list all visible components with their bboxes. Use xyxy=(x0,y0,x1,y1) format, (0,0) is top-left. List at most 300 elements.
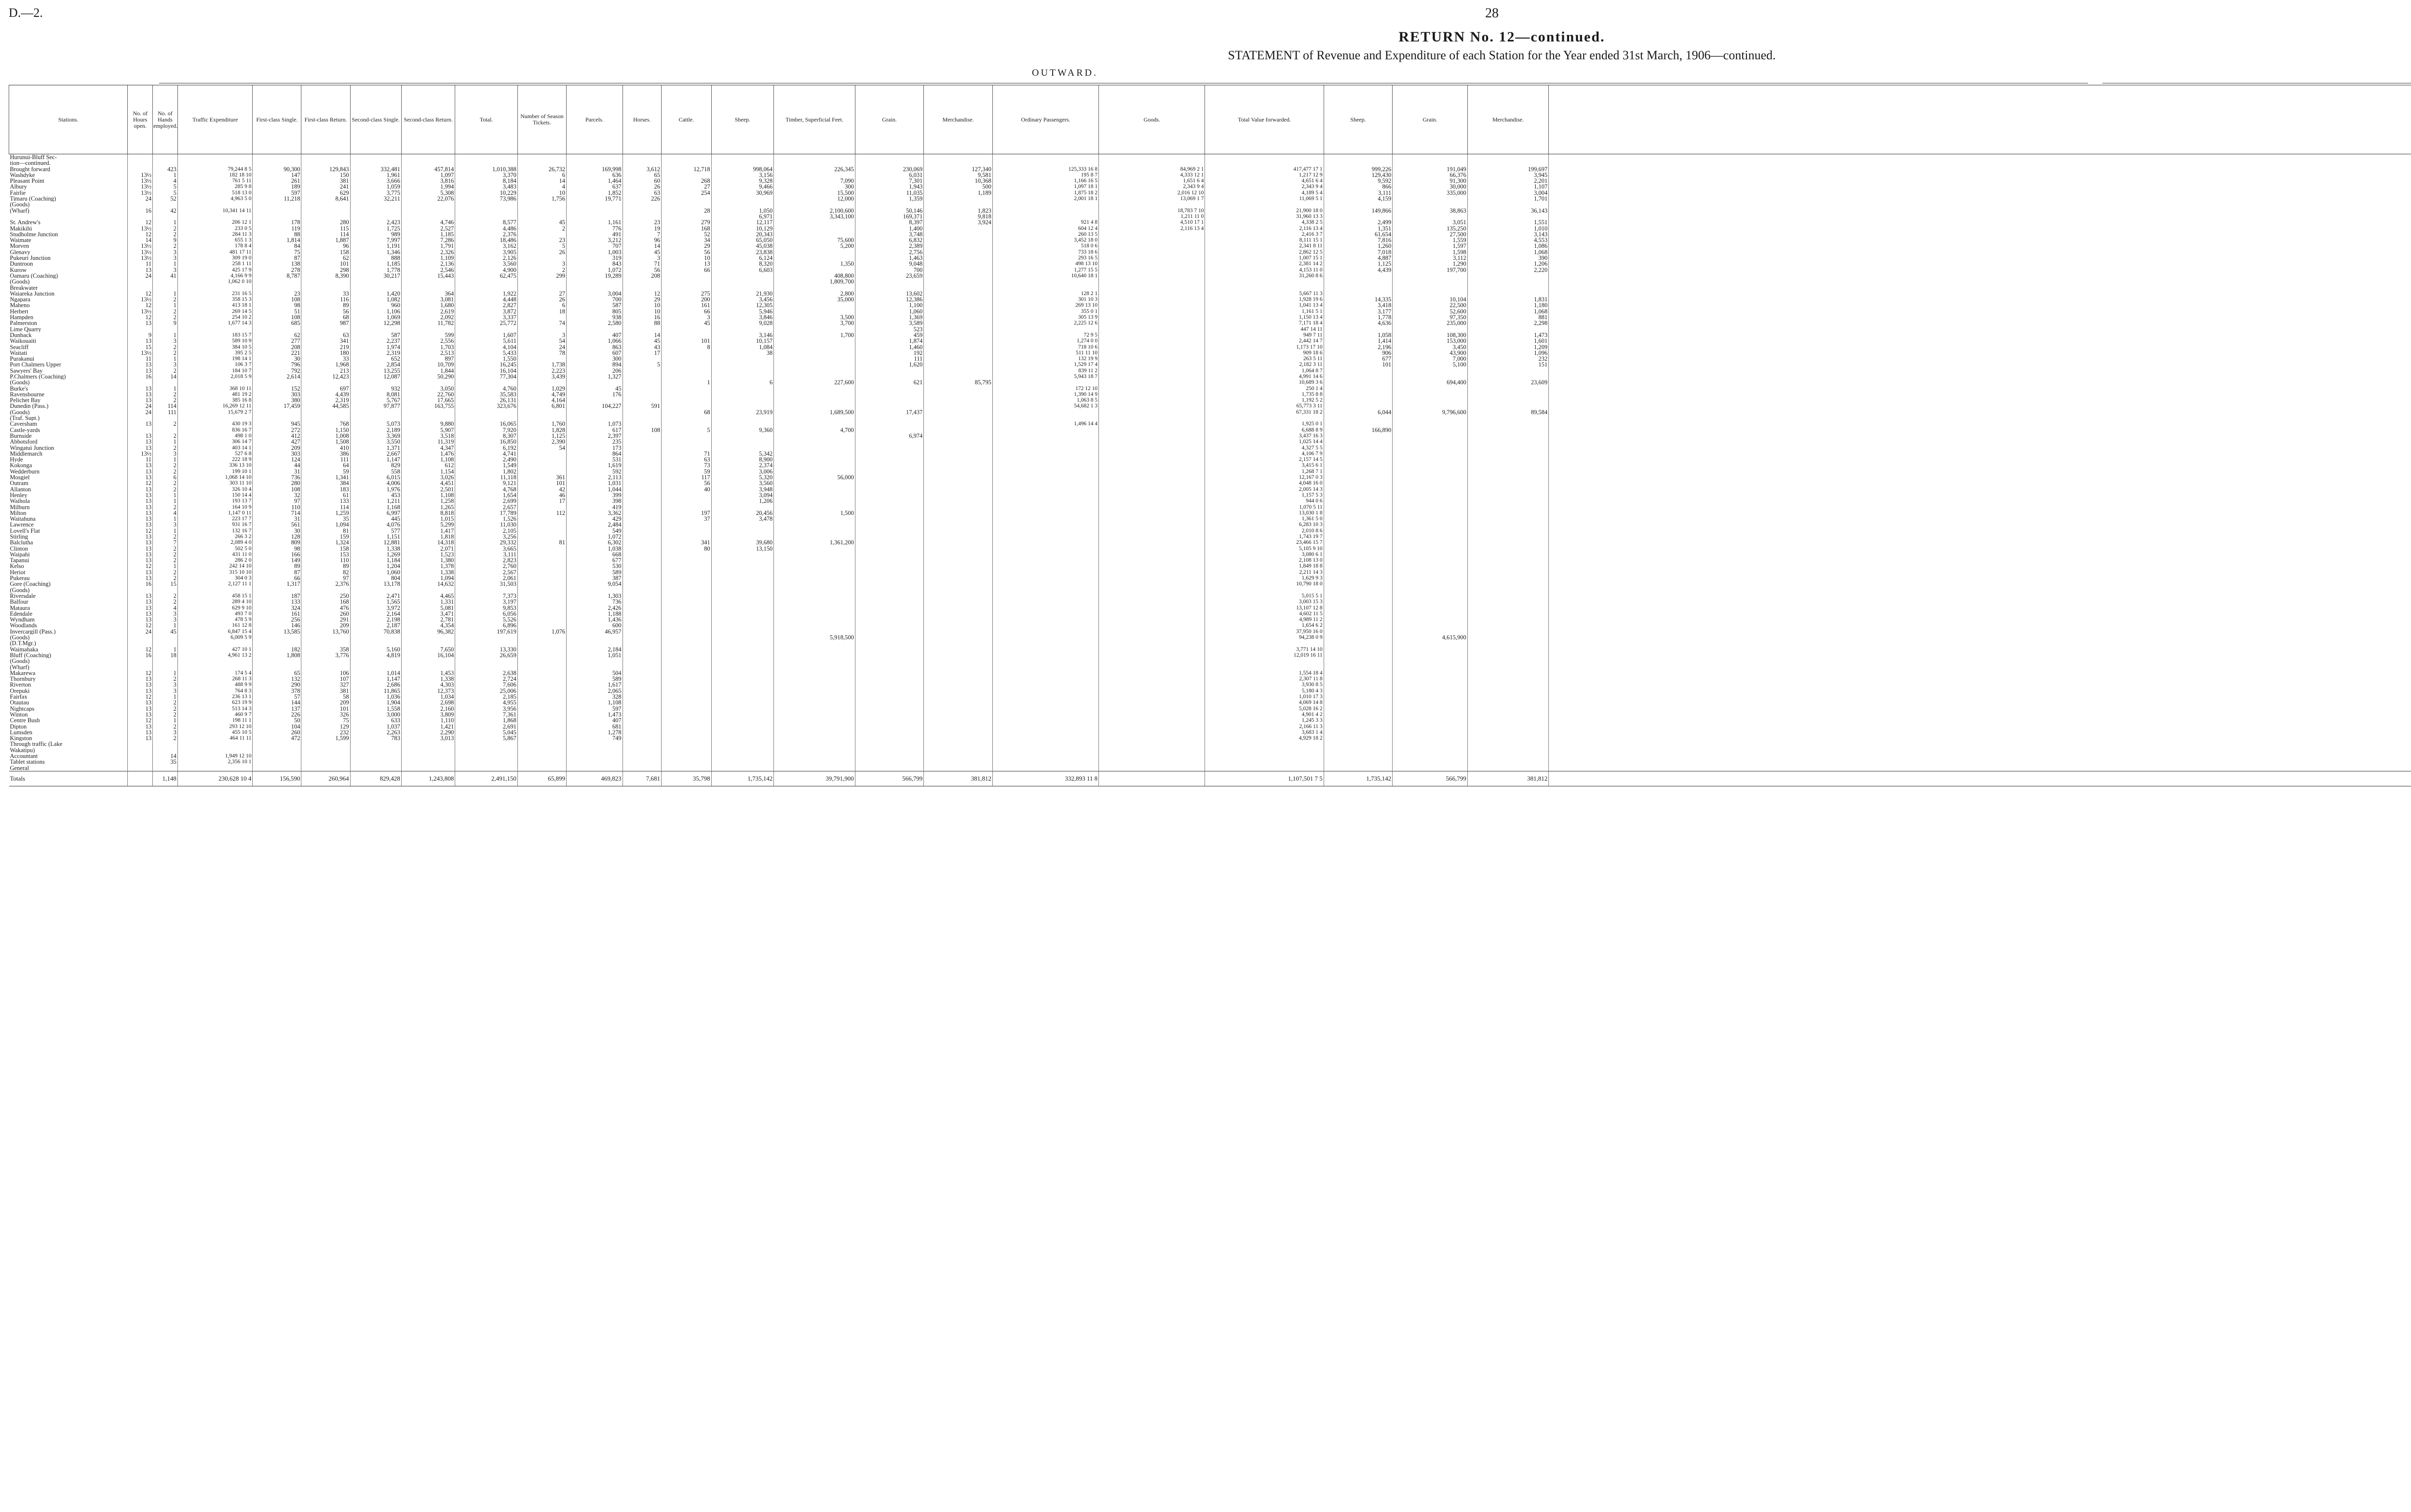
table-cell-in-merch xyxy=(1467,154,1548,161)
table-cell-in-sheep xyxy=(1324,640,1393,646)
table-cell-in-merch: 2,220 xyxy=(1467,267,1548,273)
table-cell-station: St. Andrew's xyxy=(10,219,41,226)
table-cell-t3: 829,428 xyxy=(350,771,401,786)
table-cell-in-grain xyxy=(1393,617,1468,622)
table-cell-hours: 12 xyxy=(128,231,153,237)
table-cell-season: 74 xyxy=(517,320,566,326)
table-cell-totfwd: 1,735 8 8 xyxy=(1205,392,1324,397)
table-cell-parcels xyxy=(566,208,623,214)
table-cell-grain: 1,874 xyxy=(855,338,924,344)
table-cell-t3: 1,420 xyxy=(350,291,401,297)
table-cell-gap xyxy=(1549,332,2411,338)
table-cell-season xyxy=(517,231,566,237)
table-cell-pass xyxy=(992,647,1098,652)
table-cell-station: Albury xyxy=(10,184,27,190)
table-cell-t4: 1,844 xyxy=(401,368,455,374)
table-cell-pass xyxy=(992,670,1098,676)
table-cell-cattle xyxy=(661,374,711,379)
table-cell-hours: 13 xyxy=(128,486,153,492)
table-cell-station: Wedderburn xyxy=(10,468,40,475)
table-cell-timber xyxy=(774,747,855,753)
col-cattle: Cattle. xyxy=(661,85,711,154)
table-cell-t4: 1,680 xyxy=(401,302,455,308)
table-cell-hours: 24 xyxy=(128,629,153,634)
table-cell-t2: 12,423 xyxy=(301,374,350,379)
table-cell-t4: 11,782 xyxy=(401,320,455,326)
table-cell-station: Glenavy xyxy=(10,249,30,256)
table-cell-tot: 1,550 xyxy=(455,356,518,362)
table-cell-station: Lawrence xyxy=(10,522,34,528)
table-cell-parcels: 531 xyxy=(566,457,623,462)
table-row xyxy=(9,647,2411,652)
table-cell-season xyxy=(517,546,566,552)
table-cell-cattle xyxy=(661,611,711,617)
table-cell-in-grain: 10,104 xyxy=(1393,297,1468,302)
table-cell-totfwd: 2,182 3 11 xyxy=(1205,362,1324,367)
table-cell-exp: 4,166 9 9 xyxy=(177,273,253,279)
table-cell-in-sheep xyxy=(1324,273,1393,279)
table-cell-in-merch xyxy=(1467,504,1548,510)
table-cell-t1: 110 xyxy=(253,504,301,510)
table-cell-in-sheep xyxy=(1324,433,1393,439)
table-cell-pass: 172 12 10 xyxy=(992,386,1098,392)
table-cell-parcels xyxy=(566,640,623,646)
table-cell-tot xyxy=(455,202,518,207)
table-row xyxy=(9,498,2411,504)
table-cell-cattle xyxy=(661,599,711,605)
table-cell-in-merch xyxy=(1467,640,1548,646)
table-cell-t4: 1,015 xyxy=(401,516,455,522)
table-cell-goods xyxy=(1099,237,1205,243)
table-cell-in-merch xyxy=(1467,392,1548,397)
table-cell-gap xyxy=(1549,190,2411,196)
table-cell-merch xyxy=(924,546,993,552)
table-cell-gap xyxy=(1549,670,2411,676)
table-cell-cattle xyxy=(661,403,711,409)
col-hours: No. of Hours open. xyxy=(128,85,153,154)
table-cell-season xyxy=(517,379,566,385)
table-cell-timber: 3,500 xyxy=(774,314,855,320)
table-cell-gap xyxy=(1549,243,2411,249)
table-cell-pass xyxy=(992,439,1098,445)
table-cell-parcels: 173 xyxy=(566,445,623,451)
table-cell-gap xyxy=(1549,581,2411,587)
table-cell-pass xyxy=(992,759,1098,765)
table-cell-in-sheep: 866 xyxy=(1324,184,1393,189)
table-cell-exp: 629 9 10 xyxy=(177,605,253,611)
table-cell-in-sheep xyxy=(1324,474,1393,480)
table-cell-in-merch xyxy=(1467,492,1548,498)
table-cell-sheep: 20,343 xyxy=(711,231,774,237)
table-cell-timber: 15,500 xyxy=(774,190,855,196)
table-cell-in-grain xyxy=(1393,445,1468,451)
table-cell-goods xyxy=(1099,427,1205,433)
table-cell-station: Wakatipu) xyxy=(10,747,35,753)
table-row xyxy=(9,184,2411,189)
table-cell-hands: 2 xyxy=(153,599,178,605)
table-cell-totfwd: 1,173 17 10 xyxy=(1205,344,1324,350)
table-cell-horses xyxy=(623,652,661,658)
table-cell-t2 xyxy=(301,658,350,664)
table-cell-horses xyxy=(623,534,661,540)
table-cell-tot: 35,583 xyxy=(455,392,518,397)
table-cell-in-sheep xyxy=(1324,700,1393,705)
table-cell-pass xyxy=(992,593,1098,599)
table-cell-hands: 1 xyxy=(153,563,178,569)
table-cell-sheep xyxy=(711,611,774,617)
table-row xyxy=(9,569,2411,575)
table-cell-t1: 51 xyxy=(253,309,301,314)
table-cell-t4: 4,303 xyxy=(401,682,455,688)
table-cell-horses xyxy=(623,593,661,599)
table-cell-horses xyxy=(623,694,661,700)
table-cell-in-grain: 52,600 xyxy=(1393,309,1468,314)
table-cell-season xyxy=(517,314,566,320)
table-cell-t4: 1,523 xyxy=(401,552,455,557)
table-cell-gap xyxy=(1549,255,2411,261)
table-cell-hours: 13½ xyxy=(128,350,153,356)
table-cell-pass: 1,496 14 4 xyxy=(992,421,1098,427)
table-cell-cattle xyxy=(661,587,711,593)
table-cell-merch xyxy=(924,332,993,338)
table-cell-in-sheep xyxy=(1324,374,1393,379)
table-cell-in-merch xyxy=(1467,611,1548,617)
table-cell-gap xyxy=(1549,285,2411,291)
table-cell-merch xyxy=(924,196,993,202)
table-cell-tot: 2,126 xyxy=(455,255,518,261)
table-cell-sheep: 10,129 xyxy=(711,226,774,231)
table-cell-parcels: 1,051 xyxy=(566,652,623,658)
table-cell-horses xyxy=(623,498,661,504)
table-cell-sheep xyxy=(711,522,774,527)
table-cell-pass xyxy=(992,575,1098,581)
table-cell-t4: 2,326 xyxy=(401,249,455,255)
table-cell-t3: 5,767 xyxy=(350,397,401,403)
table-cell-pass xyxy=(992,700,1098,705)
table-cell-horses xyxy=(623,569,661,575)
table-cell-tot: 7,361 xyxy=(455,712,518,717)
table-cell-season xyxy=(517,557,566,563)
table-cell-in-grain xyxy=(1393,196,1468,202)
table-cell-t2: 250 xyxy=(301,593,350,599)
table-cell-goods xyxy=(1099,379,1205,385)
table-cell-hands: 2 xyxy=(153,676,178,682)
table-cell-t1 xyxy=(253,409,301,415)
table-cell-parcels: 1,066 xyxy=(566,338,623,344)
table-cell-merch xyxy=(924,421,993,427)
table-cell-in-merch xyxy=(1467,753,1548,759)
table-cell-hands: 2 xyxy=(153,534,178,540)
table-cell-season xyxy=(517,706,566,712)
table-cell-merch xyxy=(924,694,993,700)
table-cell-t2: 1,599 xyxy=(301,735,350,741)
table-cell-in-merch: 1,831 xyxy=(1467,297,1548,302)
table-cell-t4: 1,265 xyxy=(401,504,455,510)
table-cell-exp: 306 14 7 xyxy=(177,439,253,445)
table-row xyxy=(9,717,2411,723)
table-cell-in-grain xyxy=(1393,729,1468,735)
table-cell-exp: 931 16 7 xyxy=(177,522,253,527)
table-cell-in-merch: 1,086 xyxy=(1467,243,1548,249)
table-cell-goods xyxy=(1099,421,1205,427)
table-cell-merch xyxy=(924,647,993,652)
table-cell-t3 xyxy=(350,587,401,593)
table-cell-t2: 1,887 xyxy=(301,237,350,243)
table-cell-t4: 163,755 xyxy=(401,403,455,409)
table-cell-season: 27 xyxy=(517,291,566,297)
table-cell-t1: 89 xyxy=(253,563,301,569)
table-cell-t3: 1,147 xyxy=(350,457,401,462)
table-cell-horses xyxy=(623,735,661,741)
table-cell-totfwd: 13,030 1 8 xyxy=(1205,510,1324,516)
table-cell-in-grain xyxy=(1393,706,1468,712)
table-cell-parcels xyxy=(566,326,623,332)
table-cell-goods xyxy=(1099,634,1205,640)
table-cell-in-merch xyxy=(1467,658,1548,664)
table-cell-exp: 385 16 8 xyxy=(177,397,253,403)
table-cell-t4: 3,816 xyxy=(401,178,455,184)
table-cell-in-merch: 1,010 xyxy=(1467,226,1548,231)
table-cell-t2: 219 xyxy=(301,344,350,350)
table-cell-t4: 1,331 xyxy=(401,599,455,605)
table-cell-t2: 1,508 xyxy=(301,439,350,445)
table-cell-in-sheep xyxy=(1324,575,1393,581)
table-cell-t1: 166 xyxy=(253,552,301,557)
table-cell-hands: 1 xyxy=(153,717,178,723)
table-cell-in-merch xyxy=(1467,617,1548,622)
table-cell-t3 xyxy=(350,379,401,385)
table-cell-hours: 12 xyxy=(128,480,153,486)
table-cell-t4: 4,347 xyxy=(401,445,455,451)
table-cell-goods: 2,016 12 10 xyxy=(1099,190,1205,196)
table-cell-totfwd: 4,327 5 5 xyxy=(1205,445,1324,451)
table-cell-totfwd: 4,153 11 0 xyxy=(1205,267,1324,273)
table-cell-gap xyxy=(1549,486,2411,492)
table-cell-t2: 1,259 xyxy=(301,510,350,516)
table-cell-t3 xyxy=(350,634,401,640)
table-cell-station: Brought forward xyxy=(10,166,51,172)
table-cell-station: (Wharf) xyxy=(10,664,29,670)
table-cell-t3 xyxy=(350,208,401,214)
table-cell-station: Waimahaka xyxy=(10,646,39,652)
table-cell-parcels: 607 xyxy=(566,350,623,356)
table-cell-hands xyxy=(153,160,178,166)
table-cell-t3: 633 xyxy=(350,717,401,723)
table-cell-t3: 2,187 xyxy=(350,622,401,628)
table-cell-t2 xyxy=(301,326,350,332)
table-cell-in-sheep xyxy=(1324,629,1393,634)
table-cell-t1: 208 xyxy=(253,344,301,350)
table-cell-horses: 10 xyxy=(623,302,661,308)
table-row xyxy=(9,427,2411,433)
table-cell-in-grain: 9,796,600 xyxy=(1393,409,1468,415)
table-cell-t4: 2,501 xyxy=(401,486,455,492)
table-cell-in-sheep: 166,890 xyxy=(1324,427,1393,433)
table-cell-exp: 458 15 1 xyxy=(177,593,253,599)
table-cell-totfwd: 6,688 8 9 xyxy=(1205,427,1324,433)
table-cell-exp: 2,356 10 1 xyxy=(177,759,253,765)
table-cell-goods: 18,783 7 10 xyxy=(1099,208,1205,214)
table-cell-in-merch xyxy=(1467,724,1548,729)
table-cell-in-grain xyxy=(1393,214,1468,219)
table-cell-pass xyxy=(992,534,1098,540)
table-cell-gap xyxy=(1549,439,2411,445)
table-cell-totfwd: 1,192 5 2 xyxy=(1205,397,1324,403)
table-cell-goods xyxy=(1099,504,1205,510)
table-cell-pass xyxy=(992,581,1098,587)
table-cell-cattle: 68 xyxy=(661,409,711,415)
table-cell-in-grain xyxy=(1393,753,1468,759)
table-cell-station: Duntroon xyxy=(10,261,33,267)
table-cell-cattle: 268 xyxy=(661,178,711,184)
table-cell-goods xyxy=(1099,552,1205,557)
table-cell-cattle xyxy=(661,522,711,527)
table-cell-horses xyxy=(623,433,661,439)
col-goods: Goods. xyxy=(1099,85,1205,154)
table-cell-t3: 12,881 xyxy=(350,540,401,545)
table-cell-goods xyxy=(1099,285,1205,291)
table-cell-parcels: 176 xyxy=(566,392,623,397)
table-cell-timber xyxy=(774,350,855,356)
table-cell-tot xyxy=(455,634,518,640)
table-cell-t4 xyxy=(401,326,455,332)
table-cell-goods xyxy=(1099,338,1205,344)
table-cell-in-merch xyxy=(1467,202,1548,207)
table-cell-sheep xyxy=(711,741,774,747)
table-cell-sheep: 5,946 xyxy=(711,309,774,314)
table-cell-horses xyxy=(623,753,661,759)
table-cell-grain: 11,035 xyxy=(855,190,924,196)
table-cell-pass: 132 19 9 xyxy=(992,356,1098,362)
table-cell-hands: 1 xyxy=(153,670,178,676)
table-cell-station: Burnside xyxy=(10,432,32,439)
table-cell-in-merch xyxy=(1467,670,1548,676)
table-cell-pass: 54,682 1 3 xyxy=(992,403,1098,409)
table-cell-parcels: 2,580 xyxy=(566,320,623,326)
table-cell-t1: 209 xyxy=(253,445,301,451)
table-cell-t1: 1,808 xyxy=(253,652,301,658)
table-cell-sheep xyxy=(711,534,774,540)
table-cell-horses: 14 xyxy=(623,332,661,338)
table-cell-t3: 5,073 xyxy=(350,421,401,427)
table-cell-grain xyxy=(855,427,924,433)
table-cell-hours: 13½ xyxy=(128,172,153,178)
table-cell-sheep xyxy=(711,356,774,362)
table-cell-goods xyxy=(1099,593,1205,599)
table-cell-timber xyxy=(774,415,855,421)
table-cell-t3: 1,961 xyxy=(350,172,401,178)
table-cell-hands xyxy=(153,587,178,593)
table-row xyxy=(9,374,2411,379)
table-cell-sheep: 1,735,142 xyxy=(711,771,774,786)
table-cell-cattle: 279 xyxy=(661,219,711,225)
table-cell-totfwd: 6,283 10 3 xyxy=(1205,522,1324,527)
table-cell-t2: 209 xyxy=(301,700,350,705)
table-cell-timber xyxy=(774,492,855,498)
table-cell-merch xyxy=(924,231,993,237)
table-cell-station: Studholme Junction xyxy=(10,231,58,238)
table-cell-in-grain xyxy=(1393,469,1468,474)
table-cell-station: Oamaru (Coaching) xyxy=(10,272,58,279)
table-cell-cattle: 73 xyxy=(661,462,711,468)
table-cell-t3 xyxy=(350,214,401,219)
table-cell-t1: 30 xyxy=(253,356,301,362)
table-cell-sheep: 6,971 xyxy=(711,214,774,219)
table-cell-pass: 332,893 11 8 xyxy=(992,771,1098,786)
table-cell-gap xyxy=(1549,409,2411,415)
table-cell-t3 xyxy=(350,409,401,415)
table-cell-t2: 358 xyxy=(301,647,350,652)
table-cell-cattle xyxy=(661,634,711,640)
table-cell-merch xyxy=(924,569,993,575)
table-cell-parcels: 491 xyxy=(566,231,623,237)
table-cell-totfwd: 67,331 18 2 xyxy=(1205,409,1324,415)
table-cell-goods xyxy=(1099,510,1205,516)
table-cell-t4: 1,994 xyxy=(401,184,455,189)
table-cell-gap xyxy=(1549,741,2411,747)
table-cell-cattle xyxy=(661,741,711,747)
table-cell-horses: 60 xyxy=(623,178,661,184)
table-cell-goods xyxy=(1099,397,1205,403)
table-cell-season: 112 xyxy=(517,510,566,516)
table-cell-t4: 3,471 xyxy=(401,611,455,617)
table-row xyxy=(9,368,2411,374)
table-cell-sheep xyxy=(711,386,774,392)
table-cell-in-sheep xyxy=(1324,664,1393,670)
table-cell-horses: 7 xyxy=(623,231,661,237)
table-cell-season: 1,828 xyxy=(517,427,566,433)
table-cell-pass xyxy=(992,285,1098,291)
table-cell-merch xyxy=(924,386,993,392)
table-cell-cattle: 8 xyxy=(661,344,711,350)
table-cell-sheep: 1,206 xyxy=(711,498,774,504)
table-cell-parcels: 104,227 xyxy=(566,403,623,409)
table-cell-gap xyxy=(1549,534,2411,540)
table-cell-in-grain xyxy=(1393,415,1468,421)
table-cell-station: Purakanui xyxy=(10,356,35,362)
table-cell-hands xyxy=(153,154,178,161)
table-cell-grain xyxy=(855,510,924,516)
table-cell-parcels: 3,004 xyxy=(566,291,623,297)
table-cell-timber xyxy=(774,302,855,308)
table-cell-exp: 150 14 4 xyxy=(177,492,253,498)
table-cell-tot: 3,956 xyxy=(455,706,518,712)
table-cell-t3: 445 xyxy=(350,516,401,522)
table-cell-totfwd: 2,211 14 3 xyxy=(1205,569,1324,575)
table-cell-season xyxy=(517,622,566,628)
table-cell-season xyxy=(517,154,566,161)
table-cell-station: Thornbury xyxy=(10,676,36,682)
table-cell-sheep: 998,064 xyxy=(711,166,774,172)
table-cell-tot: 6,192 xyxy=(455,445,518,451)
table-cell-exp: 178 8 4 xyxy=(177,243,253,249)
table-cell-goods: 4,333 12 1 xyxy=(1099,172,1205,178)
table-cell-totfwd: 2,381 14 2 xyxy=(1205,261,1324,267)
table-cell-timber: 1,809,700 xyxy=(774,279,855,284)
table-cell-hands: 2 xyxy=(153,557,178,563)
table-cell-gap xyxy=(1549,652,2411,658)
table-cell-in-grain: 108,300 xyxy=(1393,332,1468,338)
table-cell-tot: 77,304 xyxy=(455,374,518,379)
table-cell-gap xyxy=(1549,510,2411,516)
table-cell-grain: 566,799 xyxy=(855,771,924,786)
table-cell-in-grain xyxy=(1393,516,1468,522)
table-row xyxy=(9,356,2411,362)
table-cell-exp: 2,127 11 1 xyxy=(177,581,253,587)
table-cell-merch xyxy=(924,735,993,741)
table-cell-t3: 1,565 xyxy=(350,599,401,605)
table-cell-grain: 192 xyxy=(855,350,924,356)
